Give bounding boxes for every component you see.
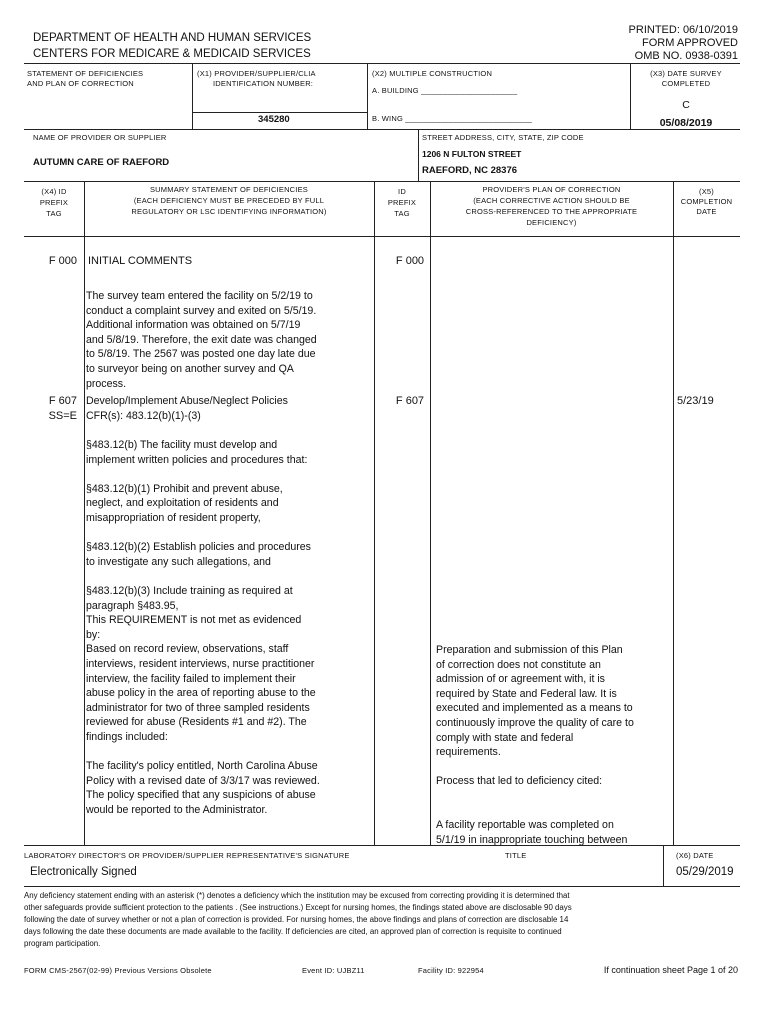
- x5-header-2: COMPLETION: [680, 197, 733, 206]
- plan-header: PROVIDER'S PLAN OF CORRECTION: [482, 185, 621, 194]
- scope-severity: SS=E: [48, 410, 77, 422]
- signature-date: 05/29/2019: [676, 866, 734, 878]
- plan-header-2: (EACH CORRECTIVE ACTION SHOULD BE: [473, 196, 630, 205]
- statement-label: STATEMENT OF DEFICIENCIES: [27, 69, 144, 78]
- initial-comments-heading: INITIAL COMMENTS: [88, 255, 193, 267]
- x4-header: (X4) ID: [41, 187, 67, 196]
- provider-name: AUTUMN CARE OF RAEFORD: [33, 157, 170, 168]
- plan-header-4: DEFICIENCY): [526, 218, 577, 227]
- tag-f000-right: F 000: [395, 255, 425, 267]
- x4-header-2: PREFIX: [39, 198, 69, 207]
- id-header: ID: [398, 187, 406, 196]
- x4-header-3: TAG: [46, 209, 62, 218]
- x3-label: (X3) DATE SURVEY: [650, 69, 722, 78]
- completion-date: 5/23/19: [677, 395, 714, 407]
- title-label: TITLE: [505, 851, 527, 860]
- x2-label: (X2) MULTIPLE CONSTRUCTION: [372, 69, 493, 78]
- building-field: A. BUILDING ______________________: [372, 86, 518, 95]
- plan-of-correction: Preparation and submission of this Plan of correction does not constitute an admission of or agreement with, it is required by State and Federal law. It is executed and implemented as a means to continuously improve the quality of care to comply with state and federal requirements. Process that led to deficiency cited: A facility reportable was completed on 5/1/19 in inappropriate touching between: [436, 644, 634, 846]
- address-label: STREET ADDRESS, CITY, STATE, ZIP CODE: [422, 133, 584, 142]
- city-state-zip: RAEFORD, NC 28376: [422, 165, 518, 176]
- signature-value: Electronically Signed: [30, 866, 137, 878]
- printed-date: PRINTED: 06/10/2019: [628, 24, 738, 36]
- summary-header-3: REGULATORY OR LSC IDENTIFYING INFORMATION): [131, 207, 327, 216]
- survey-date: 05/08/2019: [659, 117, 713, 129]
- street-address: 1206 N FULTON STREET: [422, 149, 522, 159]
- x5-header: (X5): [699, 187, 714, 196]
- id-header-2: PREFIX: [387, 198, 417, 207]
- x1-label: (X1) PROVIDER/SUPPLIER/CLIA: [197, 69, 316, 78]
- department-name: DEPARTMENT OF HEALTH AND HUMAN SERVICES: [33, 32, 312, 44]
- form-id: FORM CMS-2567(02-99) Previous Versions Obsolete: [24, 966, 212, 975]
- f607-title: Develop/Implement Abuse/Neglect Policies CFR(s): 483.12(b)(1)-(3): [86, 395, 288, 422]
- provider-name-label: NAME OF PROVIDER OR SUPPLIER: [33, 133, 167, 142]
- regulation-findings: §483.12(b) The facility must develop and implement written policies and procedures that: §483.12(b)(1) Prohibit and prevent abuse, neglect, and exploitation of residents and misappropriation of resident property, §483.12(b)(2) Establish policies and procedures to investigate any such allegations, and §483.12(b)(3) Include training as required at paragraph §483.95, This REQUIREMENT is not met as evidenced by: Based on record review, observations, staff interviews, resident interviews, nurse practitioner interview, the facility failed to implement their abuse policy in the area of reporting abuse to the administrator for two of three sampled residents reviewed for abuse (Residents #1 and #2). The findings included: The facility's policy entitled, North Carolina Abuse Policy with a revised date of 3/3/17 was reviewed. The policy specified that any suspicions of abuse would be reported to the Administrator.: [86, 439, 320, 816]
- facility-id: Facility ID: 922954: [418, 966, 484, 975]
- date-label: (X6) DATE: [676, 851, 714, 860]
- x3-label-2: COMPLETED: [661, 79, 711, 88]
- tag-f607-left: F 607: [48, 395, 77, 407]
- statement-label-2: AND PLAN OF CORRECTION: [27, 79, 134, 88]
- tag-f000-left: F 000: [48, 255, 77, 267]
- omb-number: OMB NO. 0938-0391: [634, 50, 738, 62]
- summary-header: SUMMARY STATEMENT OF DEFICIENCIES: [149, 185, 308, 194]
- agency-name: CENTERS FOR MEDICARE & MEDICAID SERVICES: [33, 48, 311, 60]
- survey-narrative: The survey team entered the facility on 5/2/19 to conduct a complaint survey and exited on 5/5/19. Additional information was obtained on 5/7/19 and 5/8/19. Therefore, the exit date was changed to 5/8/19. The 2567 was posted one day late due to surveyor being on another survey and QA process.: [86, 290, 317, 390]
- disclaimer-text: Any deficiency statement ending with an asterisk (*) denotes a deficiency which the institution may be excused from correcting providing it is determined that other safeguards provide sufficient protection to the patients . (See instructions.) Except for nursing homes, the findings stated above are disclosable 90 days following the date of survey whether or not a plan of correction is provided. For nursing homes, the above findings and plans of correction are disclosable 14 days following the date these documents are made available to the facility. If deficiencies are cited, an approved plan of correction is requisite to continued program participation.: [24, 891, 572, 948]
- survey-code: C: [682, 99, 690, 111]
- form-approved: FORM APPROVED: [642, 37, 738, 49]
- plan-header-3: CROSS-REFERENCED TO THE APPROPRIATE: [465, 207, 638, 216]
- wing-field: B. WING _____________________________: [372, 114, 533, 123]
- x5-header-3: DATE: [696, 207, 717, 216]
- event-id: Event ID: UJBZ11: [302, 966, 365, 975]
- signature-label: LABORATORY DIRECTOR'S OR PROVIDER/SUPPLIER REPRESENTATIVE'S SIGNATURE: [24, 851, 350, 860]
- x1-label-2: IDENTIFICATION NUMBER:: [213, 79, 314, 88]
- summary-header-2: (EACH DEFICIENCY MUST BE PRECEDED BY FULL: [133, 196, 325, 205]
- page-indicator: If continuation sheet Page 1 of 20: [603, 965, 738, 975]
- tag-f607-right: F 607: [395, 395, 425, 407]
- id-header-3: TAG: [394, 209, 410, 218]
- provider-id: 345280: [258, 114, 290, 125]
